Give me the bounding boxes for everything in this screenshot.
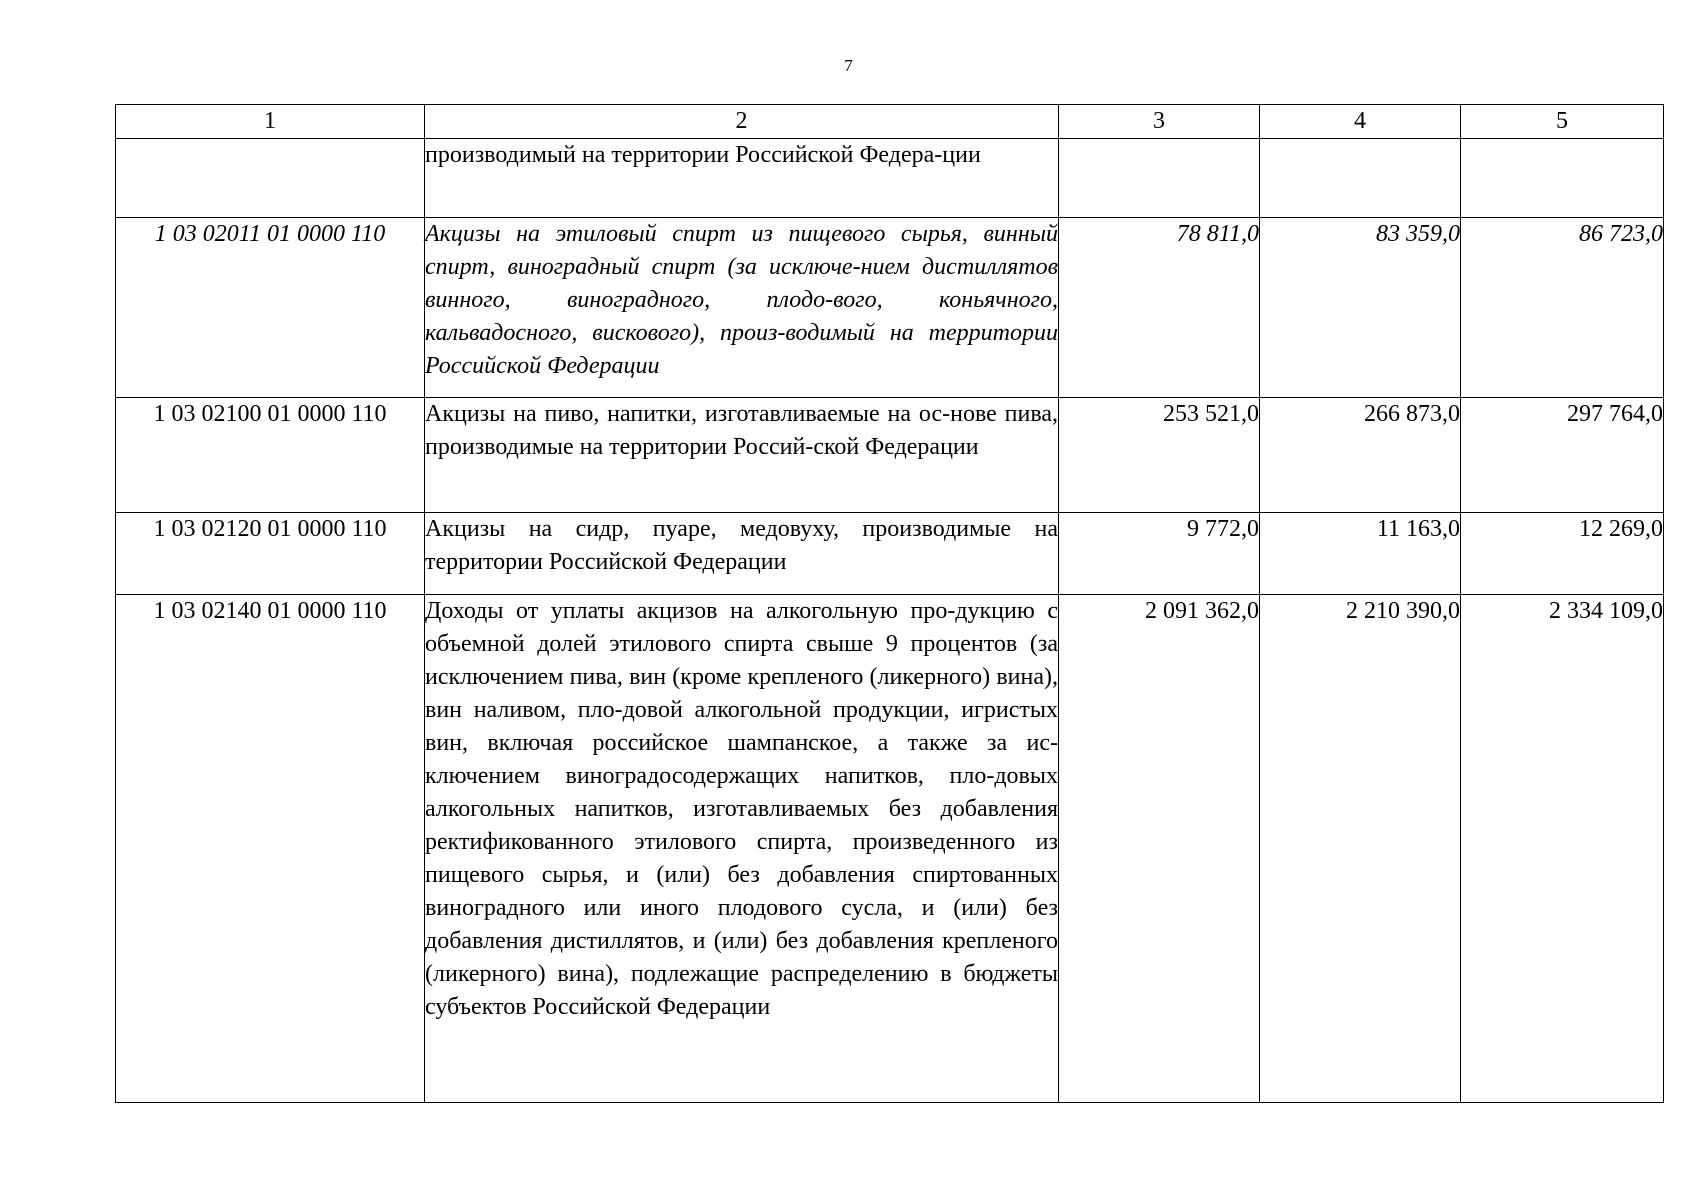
table-header-row bbox=[116, 105, 1664, 139]
row-value-col4: 83 359,0 bbox=[1260, 218, 1461, 398]
revenue-table bbox=[115, 104, 1664, 1103]
row-code: 1 03 02100 01 0000 110 bbox=[116, 398, 425, 513]
table-row bbox=[116, 595, 1664, 1103]
column-header-5: 5 bbox=[1461, 105, 1664, 139]
row-description: Акцизы на сидр, пуаре, медовуху, производимые на территории Российской Федерации bbox=[425, 513, 1059, 595]
row-value-col5: 297 764,0 bbox=[1461, 398, 1664, 513]
row-description: Акцизы на этиловый спирт из пищевого сырья, винный спирт, виноградный спирт (за исключе-нием дистиллятов винного, виноградного, плодо-вого, коньячного, кальвадосного, вискового), произ-водимый на территории Российской Федерации bbox=[425, 218, 1059, 398]
row-value-col4: 2 210 390,0 bbox=[1260, 595, 1461, 1103]
row-value-col3: 253 521,0 bbox=[1059, 398, 1260, 513]
column-header-3: 3 bbox=[1059, 105, 1260, 139]
page-number: 7 bbox=[844, 56, 853, 75]
row-description: Акцизы на пиво, напитки, изготавливаемые на ос-нове пива, производимые на территории Россий-ской Федерации bbox=[425, 398, 1059, 513]
table-row bbox=[116, 398, 1664, 513]
row-value-col3: 78 811,0 bbox=[1059, 218, 1260, 398]
row-code: 1 03 02120 01 0000 110 bbox=[116, 513, 425, 595]
row-value-col3 bbox=[1059, 139, 1260, 218]
row-code bbox=[116, 139, 425, 218]
table-row bbox=[116, 139, 1664, 218]
row-code: 1 03 02011 01 0000 110 bbox=[116, 218, 425, 398]
column-header-4: 4 bbox=[1260, 105, 1461, 139]
row-value-col4: 266 873,0 bbox=[1260, 398, 1461, 513]
column-header-1: 1 bbox=[116, 105, 425, 139]
row-value-col5: 86 723,0 bbox=[1461, 218, 1664, 398]
column-header-2: 2 bbox=[425, 105, 1059, 139]
table-row bbox=[116, 218, 1664, 398]
row-description: производимый на территории Российской Федера-ции bbox=[425, 139, 1059, 218]
table-row bbox=[116, 513, 1664, 595]
row-value-col5: 2 334 109,0 bbox=[1461, 595, 1664, 1103]
row-value-col4: 11 163,0 bbox=[1260, 513, 1461, 595]
row-value-col5 bbox=[1461, 139, 1664, 218]
row-value-col3: 9 772,0 bbox=[1059, 513, 1260, 595]
row-value-col4 bbox=[1260, 139, 1461, 218]
row-code: 1 03 02140 01 0000 110 bbox=[116, 595, 425, 1103]
row-description: Доходы от уплаты акцизов на алкогольную про-дукцию с объемной долей этилового спирта свыше 9 процентов (за исключением пива, вин (кроме крепленого (ликерного) вина), вин наливом, пло-довой алкогольной продукции, игристых вин, включая российское шампанское, а также за ис-ключением виноградосодержащих напитков, пло-довых алкогольных напитков, изготавливаемых без добавления ректификованного этилового спирта, произведенного из пищевого сырья, и (или) без добавления спиртованных виноградного или иного плодового сусла, и (или) без добавления дистиллятов, и (или) без добавления крепленого (ликерного) вина), подлежащие распределению в бюджеты субъектов Российской Федерации bbox=[425, 595, 1059, 1103]
row-value-col5: 12 269,0 bbox=[1461, 513, 1664, 595]
row-value-col3: 2 091 362,0 bbox=[1059, 595, 1260, 1103]
